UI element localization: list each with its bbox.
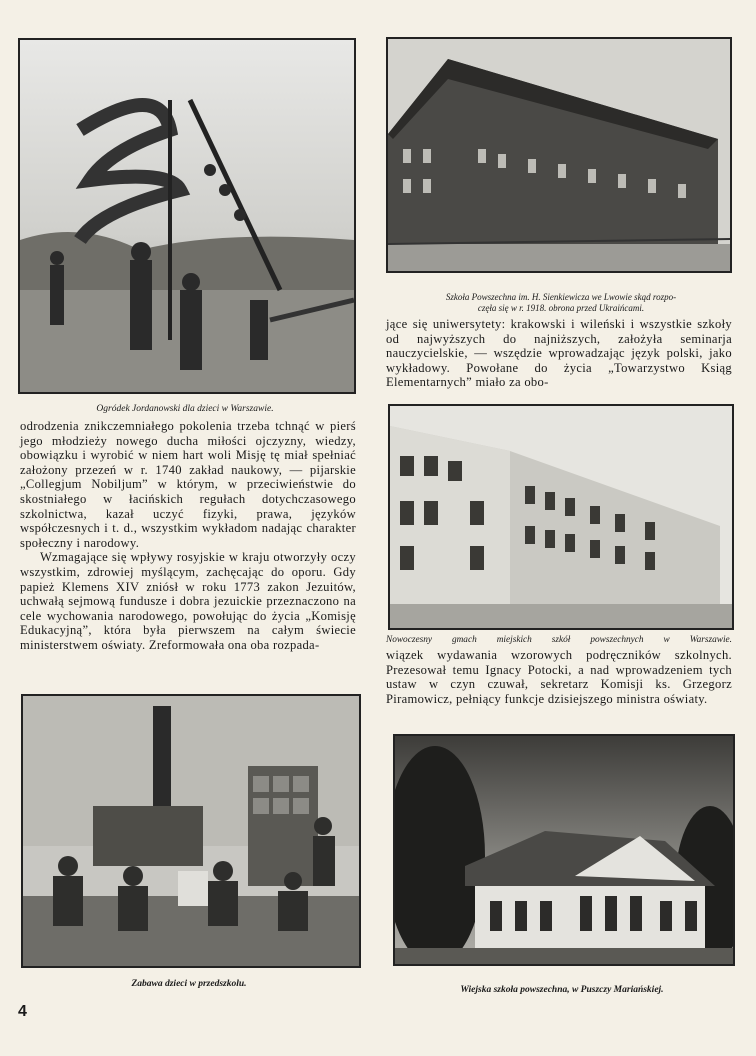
photo-lwow-school — [386, 37, 732, 273]
left-paragraph-2: Wzmagające się wpływy rosyjskie w kraju otworzyły oczy wszystkim, zdrowiej myślącym, zachęcając do oporu. Gdy papież Klemens XIV zniósł w roku 1773 zakon Jezuitów, uchwałą sejmową fundusze i dobra jezuickie przeznaczono na cele wychowania narodowego, powołując do życia „Komisję Edukacyjną”, która była pierwszem na całym świecie ministerstwem oświaty. Zreformowała ona oba rozpada- — [20, 550, 356, 652]
caption-village-school: Wiejska szkoła powszechna, w Puszczy Mariańskiej. — [460, 985, 664, 995]
right-text-block-2 — [386, 648, 732, 706]
photo-warsaw-building — [388, 404, 734, 630]
left-paragraph-1: odrodzenia znikczemniałego pokolenia trzeba tchnąć w pierś jego młodzieży nowego ducha miłości ojczyzny, wiedzy, obowiązku i wyrobić w niem hart woli Misję tę miał spełniać założony przezeń w r. 1740 zakład naukowy, — pijarskie „Collegjum Nobiljum” w którym, w przeciwieństwie do skostniałego w łacińskich regułach dotychczasowego szkolnictwa, kazał uczyć fizyki, prawa, języków współczesnych i t. d., wszystkim wykładom nadając charakter społeczny i narodowy. — [20, 419, 356, 550]
right-paragraph-1: jące się uniwersytety: krakowski i wileński i wszystkie szkoły od najwyższych do najniższych, założyła seminarja nauczycielskie, — wszędzie wprowadzając język polski, jako wykładowy. Powołane do życia „Towarzystwo Ksiąg Elementarnych” miało za obo- — [386, 317, 732, 390]
photo-kindergarten — [21, 694, 361, 968]
caption-warsaw-building: Nowoczesny gmach miejskich szkół powszechnych w Warszawie. — [386, 635, 732, 645]
caption-lwow-school: Szkoła Powszechna im. H. Sienkiewicza we Lwowie skąd rozpo- częła się w r. 1918. obrona przed Ukraińcami. — [445, 292, 677, 313]
caption-jordan-garden: Ogródek Jordanowski dla dzieci w Warszawie. — [96, 404, 274, 414]
photo-jordan-garden — [18, 38, 356, 394]
right-text-block-1 — [386, 317, 732, 390]
caption-kindergarten: Zabawa dzieci w przedszkolu. — [131, 979, 247, 989]
right-paragraph-2: wiązek wydawania wzorowych podręczników szkolnych. Prezesował temu Ignacy Potocki, a nad wprowadzeniem tych ustaw w czyn czuwał, sekretarz Komisji ks. Grzegorz Piramowicz, pełniący funkcje dzisiejszego ministra oświaty. — [386, 648, 732, 706]
left-text-column — [20, 419, 356, 653]
page-number: 4 — [18, 1003, 27, 1020]
photo-village-school — [393, 734, 735, 966]
